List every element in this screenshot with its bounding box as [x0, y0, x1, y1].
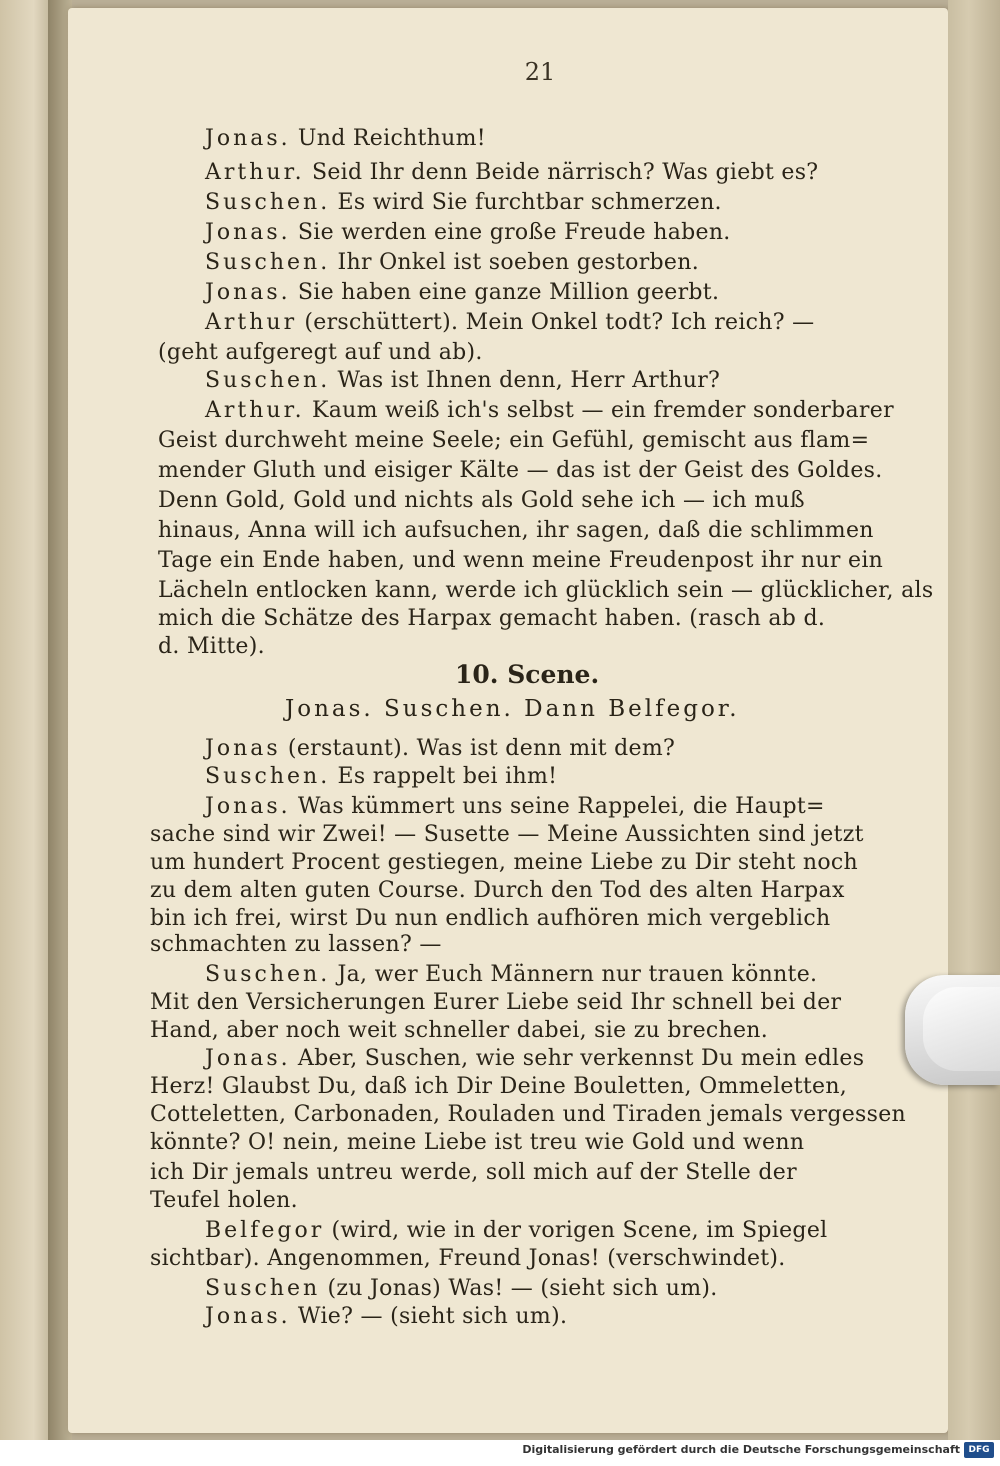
- speaker-name: Jonas: [205, 736, 281, 761]
- text-line: [205, 1304, 567, 1329]
- line-text: Seid Ihr denn Beide närrisch? Was giebt es?: [304, 160, 819, 185]
- text-line: [205, 368, 720, 393]
- speaker-name: Jonas.: [205, 126, 291, 151]
- page-edge-right: [948, 0, 1000, 1440]
- line-text: (wird, wie in der vorigen Scene, im Spiegel: [324, 1218, 828, 1243]
- line-text: hinaus, Anna will ich aufsuchen, ihr sagen, daß die schlimmen: [158, 518, 874, 543]
- scene-cast: Jonas. Suschen. Dann Belfegor.: [285, 696, 740, 722]
- text-line: [150, 932, 442, 957]
- text-line: [150, 1074, 847, 1099]
- line-text: Lächeln entlocken kann, werde ich glücklich sein — glücklicher, als: [158, 578, 934, 603]
- text-line: [205, 250, 699, 275]
- line-text: mich die Schätze des Harpax gemacht haben. (rasch ab d.: [158, 606, 826, 631]
- line-text: Ihr Onkel ist soeben gestorben.: [330, 250, 699, 275]
- line-text: Ja, wer Euch Männern nur trauen könnte.: [330, 962, 818, 987]
- text-line: [150, 1246, 786, 1271]
- dfg-logo: DFG: [964, 1442, 994, 1458]
- speaker-name: Jonas.: [205, 1304, 291, 1329]
- text-line: [158, 428, 869, 453]
- text-line: [158, 548, 883, 573]
- line-text: könnte? O! nein, meine Liebe ist treu wie Gold und wenn: [150, 1130, 805, 1155]
- speaker-name: Suschen.: [205, 764, 331, 789]
- text-line: [205, 1218, 827, 1243]
- line-text: (zu Jonas) Was! — (sieht sich um).: [320, 1276, 718, 1301]
- line-text: schmachten zu lassen? —: [150, 932, 442, 957]
- line-text: Herz! Glaubst Du, daß ich Dir Deine Bouletten, Ommeletten,: [150, 1074, 848, 1099]
- scene-heading: 10. Scene.: [455, 660, 600, 689]
- line-text: Geist durchweht meine Seele; ein Gefühl, gemischt aus flam=: [158, 428, 870, 453]
- text-line: [150, 990, 841, 1015]
- line-text: um hundert Procent gestiegen, meine Liebe zu Dir steht noch: [150, 850, 858, 875]
- line-text: Sie haben eine ganze Million geerbt.: [290, 280, 720, 305]
- text-line: [150, 1102, 906, 1127]
- speaker-name: Suschen.: [205, 190, 331, 215]
- line-text: Und Reichthum!: [290, 126, 486, 151]
- line-text: ich Dir jemals untreu werde, soll mich auf der Stelle der: [150, 1160, 797, 1185]
- line-text: d. Mitte).: [158, 634, 265, 659]
- line-text: Aber, Suschen, wie sehr verkennst Du mein edles: [290, 1046, 865, 1071]
- line-text: Was kümmert uns seine Rappelei, die Haupt=: [290, 794, 825, 819]
- text-line: [205, 962, 817, 987]
- previous-page-edge: [0, 0, 50, 1440]
- text-line: [150, 878, 845, 903]
- text-line: [150, 906, 830, 931]
- text-line: [205, 220, 731, 245]
- speaker-name: Arthur.: [205, 398, 305, 423]
- text-line: [205, 398, 894, 423]
- line-text: Tage ein Ende haben, und wenn meine Freudenpost ihr nur ein: [158, 548, 884, 573]
- text-line: [205, 190, 722, 215]
- text-line: [205, 794, 825, 819]
- line-text: Was ist Ihnen denn, Herr Arthur?: [330, 368, 721, 393]
- line-text: Teufel holen.: [150, 1188, 298, 1213]
- line-text: sache sind wir Zwei! — Susette — Meine Aussichten sind jetzt: [150, 822, 864, 847]
- text-line: [158, 606, 825, 631]
- speaker-name: Suschen.: [205, 368, 331, 393]
- speaker-name: Belfegor: [205, 1218, 325, 1243]
- clip-highlight: [923, 987, 1000, 1071]
- line-text: Hand, aber noch weit schneller dabei, sie zu brechen.: [150, 1018, 769, 1043]
- speaker-name: Suschen.: [205, 250, 331, 275]
- digitization-credit: Digitalisierung gefördert durch die Deutsche Forschungsgemeinschaft: [522, 1443, 960, 1456]
- text-line: [158, 488, 805, 513]
- speaker-name: Jonas.: [205, 220, 291, 245]
- line-text: (erschüttert). Mein Onkel todt? Ich reich? —: [297, 310, 815, 335]
- speaker-name: Arthur: [205, 310, 298, 335]
- text-line: [150, 822, 864, 847]
- line-text: sichtbar). Angenommen, Freund Jonas! (verschwindet).: [150, 1246, 786, 1271]
- text-line: [150, 1188, 298, 1213]
- speaker-name: Jonas.: [205, 1046, 291, 1071]
- text-line: [158, 578, 933, 603]
- text-line: [158, 634, 265, 659]
- text-line: [150, 1160, 797, 1185]
- line-text: Wie? — (sieht sich um).: [290, 1304, 568, 1329]
- line-text: (erstaunt). Was ist denn mit dem?: [280, 736, 676, 761]
- text-line: [150, 1018, 768, 1043]
- page-number: 21: [524, 58, 556, 86]
- text-line: [205, 310, 814, 335]
- text-line: [150, 850, 858, 875]
- text-line: [158, 518, 874, 543]
- text-line: [205, 736, 675, 761]
- line-text: Kaum weiß ich's selbst — ein fremder sonderbarer: [304, 398, 894, 423]
- text-line: [205, 126, 486, 151]
- line-text: Es rappelt bei ihm!: [330, 764, 558, 789]
- text-line: [205, 1276, 718, 1301]
- text-line: [158, 458, 883, 483]
- line-text: Es wird Sie furchtbar schmerzen.: [330, 190, 722, 215]
- text-line: [205, 280, 719, 305]
- line-text: mender Gluth und eisiger Kälte — das ist der Geist des Goldes.: [158, 458, 883, 483]
- line-text: bin ich frei, wirst Du nun endlich aufhören mich vergeblich: [150, 906, 831, 931]
- text-line: [158, 340, 483, 365]
- text-line: [205, 764, 557, 789]
- line-text: Denn Gold, Gold und nichts als Gold sehe ich — ich muß: [158, 488, 805, 513]
- speaker-name: Jonas.: [205, 794, 291, 819]
- text-line: [205, 160, 818, 185]
- speaker-name: Suschen: [205, 1276, 321, 1301]
- text-line: [150, 1130, 804, 1155]
- speaker-name: Jonas.: [205, 280, 291, 305]
- speaker-name: Arthur.: [205, 160, 305, 185]
- line-text: zu dem alten guten Course. Durch den Tod des alten Harpax: [150, 878, 845, 903]
- text-line: [205, 1046, 864, 1071]
- line-text: (geht aufgeregt auf und ab).: [158, 340, 483, 365]
- page-clip: [905, 975, 1000, 1085]
- line-text: Sie werden eine große Freude haben.: [290, 220, 731, 245]
- line-text: Mit den Versicherungen Eurer Liebe seid Ihr schnell bei der: [150, 990, 842, 1015]
- speaker-name: Suschen.: [205, 962, 331, 987]
- line-text: Cotteletten, Carbonaden, Rouladen und Tiraden jemals vergessen: [150, 1102, 907, 1127]
